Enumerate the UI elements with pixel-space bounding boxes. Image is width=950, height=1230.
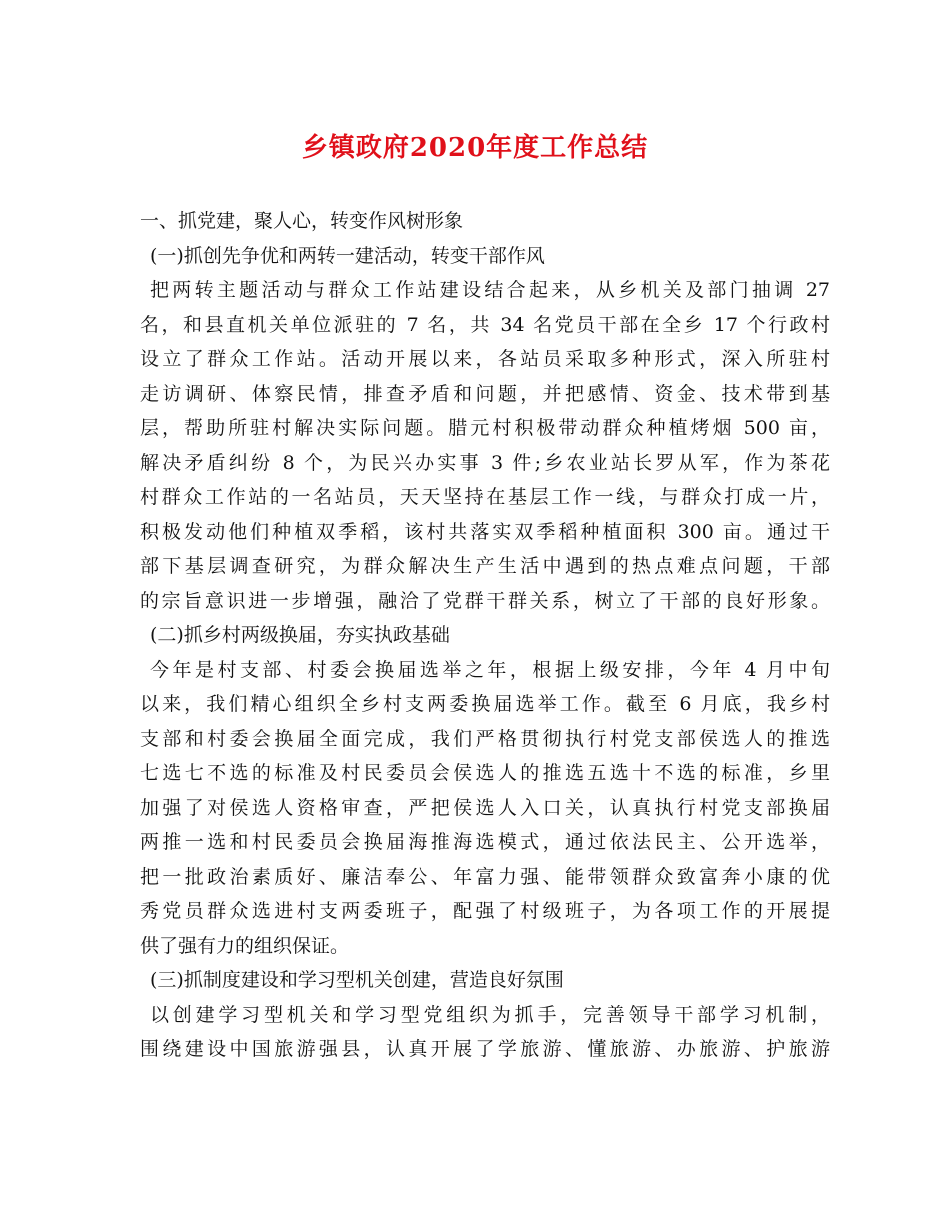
paragraph-line: 今年是村支部、村委会换届选举之年，根据上级安排，今年 4 月中旬 (150, 658, 830, 681)
paragraph-line: 部下基层调查研究，为群众解决生产生活中遇到的热点难点问题，干部 (140, 555, 830, 577)
paragraph-line: 名，和县直机关单位派驻的 7 名，共 34 名党员干部在全乡 17 个行政村 (140, 313, 830, 336)
paragraph-line: 以来，我们精心组织全乡村支两委换届选举工作。截至 6 月底，我乡村 (140, 693, 830, 715)
paragraph-line: 解决矛盾纠纷 8 个，为民兴办实事 3 件;乡农业站长罗从军，作为茶花 (140, 451, 830, 474)
subsection-heading: (一)抓创先争优和两转一建活动，转变干部作风 (150, 244, 545, 267)
paragraph-line: 秀党员群众选进村支两委班子，配强了村级班子，为各项工作的开展提 (140, 900, 830, 922)
paragraph-line: 的宗旨意识进一步增强，融洽了党群干群关系，树立了干部的良好形象。 (140, 589, 830, 612)
paragraph-line: 加强了对侯选人资格审查，严把侯选人入口关，认真执行村党支部换届 (140, 796, 830, 819)
paragraph-line: 层，帮助所驻村解决实际问题。腊元村积极带动群众种植烤烟 500 亩， (140, 417, 830, 439)
paragraph-line: 以创建学习型机关和学习型党组织为抓手，完善领导干部学习机制， (150, 1003, 830, 1026)
section-heading: 一、抓党建，聚人心，转变作风树形象 (140, 210, 464, 232)
paragraph-line: 支部和村委会换届全面完成，我们严格贯彻执行村党支部侯选人的推选 (140, 727, 830, 750)
subsection-heading: (二)抓乡村两级换届，夯实执政基础 (150, 624, 450, 646)
subsection-heading: (三)抓制度建设和学习型机关创建，营造良好氛围 (150, 969, 564, 991)
paragraph-line: 两推一选和村民委员会换届海推海选模式，通过依法民主、公开选举， (140, 831, 830, 853)
document-title: 乡镇政府2020年度工作总结 (301, 133, 649, 163)
paragraph-line: 把两转主题活动与群众工作站建设结合起来，从乡机关及部门抽调 27 (150, 279, 830, 301)
paragraph-line: 村群众工作站的一名站员，天天坚持在基层工作一线，与群众打成一片， (140, 486, 830, 508)
paragraph-line: 走访调研、体察民情，排查矛盾和问题，并把感情、资金、技术带到基 (140, 382, 830, 405)
paragraph-line: 供了强有力的组织保证。 (140, 934, 350, 957)
document-body (140, 204, 830, 1067)
paragraph-line: 把一批政治素质好、廉洁奉公、年富力强、能带领群众致富奔小康的优 (140, 865, 830, 888)
paragraph-line: 七选七不选的标准及村民委员会侯选人的推选五选十不选的标准，乡里 (140, 762, 830, 784)
paragraph-line: 围绕建设中国旅游强县，认真开展了学旅游、懂旅游、办旅游、护旅游 (140, 1038, 830, 1060)
paragraph-line: 积极发动他们种植双季稻，该村共落实双季稻种植面积 300 亩。通过干 (140, 520, 830, 543)
paragraph-line: 设立了群众工作站。活动开展以来，各站员采取多种形式，深入所驻村 (140, 348, 830, 370)
